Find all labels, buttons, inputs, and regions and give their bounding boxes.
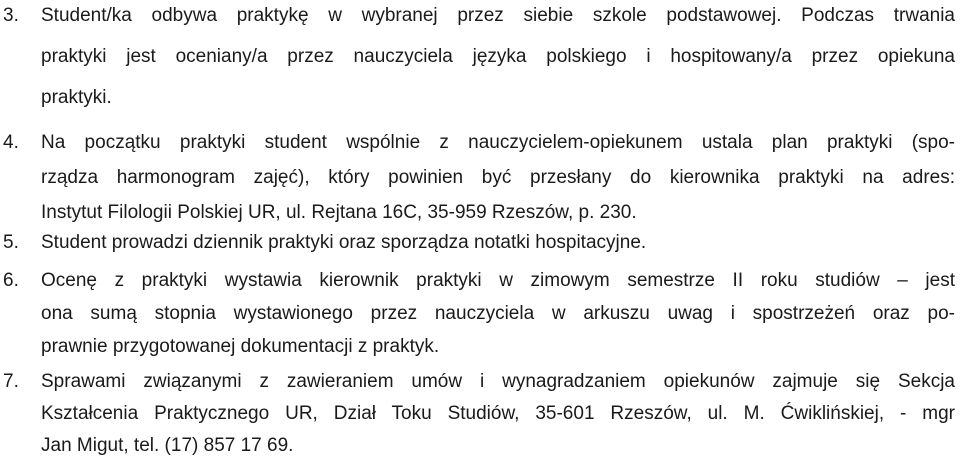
- list-item-line: Sprawami związanymi z zawieraniem umów i wynagradzaniem opiekunów zajmuje się Sekcja: [41, 371, 955, 392]
- list-item-line: Kształcenia Praktycznego UR, Dział Toku Studiów, 35-601 Rzeszów, ul. M. Ćwiklińskiej, - mgr: [41, 403, 955, 424]
- list-item-line: praktyki jest oceniany/a przez nauczyciela języka polskiego i hospitowany/a przez opiekuna: [41, 46, 955, 67]
- list-item-line: prawnie przygotowanej dokumentacji z praktyk.: [41, 336, 440, 357]
- list-item-number: 5.: [3, 232, 19, 253]
- list-item-number: 3.: [3, 5, 19, 26]
- list-item-line: Instytut Filologii Polskiej UR, ul. Rejtana 16C, 35-959 Rzeszów, p. 230.: [41, 202, 637, 223]
- list-item-line: Na początku praktyki student wspólnie z nauczycielem-opiekunem ustala plan praktyki (spo-: [41, 132, 955, 153]
- list-item-line: praktyki.: [41, 87, 112, 108]
- list-item-number: 7.: [3, 371, 19, 392]
- list-item-number: 6.: [3, 270, 19, 291]
- list-item-line: Student prowadzi dziennik praktyki oraz sporządza notatki hospitacyjne.: [41, 232, 647, 253]
- list-item-line: Student/ka odbywa praktykę w wybranej przez siebie szkole podstawowej. Podczas trwania: [41, 5, 955, 26]
- list-item-number: 4.: [3, 132, 19, 153]
- list-item-line: ona sumą stopnia wystawionego przez nauczyciela w arkuszu uwag i spostrzeżeń oraz po-: [41, 303, 955, 324]
- list-item-line: Jan Migut, tel. (17) 857 17 69.: [41, 435, 294, 456]
- list-item-line: rządza harmonogram zajęć), który powinien być przesłany do kierownika praktyki na adres:: [41, 167, 955, 188]
- list-item-line: Ocenę z praktyki wystawia kierownik praktyki w zimowym semestrze II roku studiów – jest: [41, 270, 955, 291]
